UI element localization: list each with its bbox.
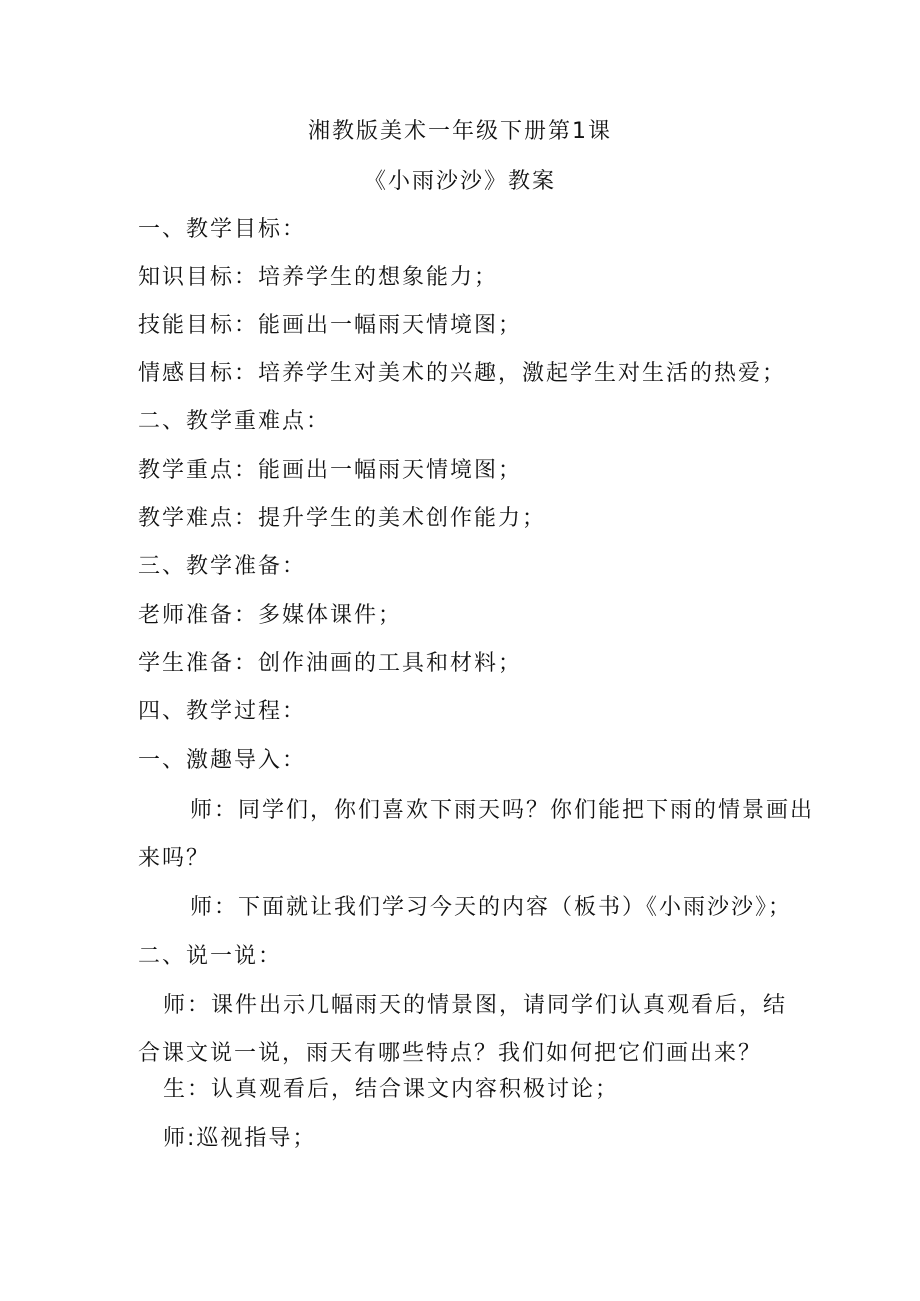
- teacher-prep: 老师准备：多媒体课件；: [138, 603, 403, 628]
- discuss-paragraph-1-line-1: 师：课件出示几幅雨天的情景图，请同学们认真观看后，结: [163, 993, 788, 1018]
- intro-paragraph-1-line-1: 师：同学们，你们喜欢下雨天吗？你们能把下雨的情景画出: [190, 798, 815, 823]
- intro-paragraph-1-line-2: 来吗？: [138, 846, 211, 871]
- preparation-heading: 三、教学准备：: [138, 554, 307, 579]
- intro-paragraph-2: 师：下面就让我们学习今天的内容（板书）《小雨沙沙》；: [190, 895, 793, 920]
- discuss-paragraph-1-line-2: 合课文说一说，雨天有哪些特点？我们如何把它们画出来？: [138, 1041, 763, 1066]
- document-title: 湘教版美术一年级下册第1课: [308, 119, 612, 144]
- knowledge-goal: 知识目标：培养学生的想象能力；: [138, 265, 499, 290]
- discuss-paragraph-3: 师:巡视指导；: [163, 1126, 317, 1151]
- process-heading: 四、教学过程：: [138, 699, 307, 724]
- key-point: 教学重点：能画出一幅雨天情境图；: [138, 458, 523, 483]
- skill-goal: 技能目标：能画出一幅雨天情境图；: [138, 313, 523, 338]
- key-points-heading: 二、教学重难点：: [138, 409, 331, 434]
- discuss-heading: 二、说一说：: [138, 944, 283, 969]
- objectives-heading: 一、教学目标：: [138, 217, 307, 242]
- emotion-goal: 情感目标：培养学生对美术的兴趣，激起学生对生活的热爱；: [138, 361, 787, 386]
- discuss-paragraph-2: 生：认真观看后，结合课文内容积极讨论；: [163, 1077, 620, 1102]
- intro-heading: 一、激趣导入：: [138, 748, 307, 773]
- difficult-point: 教学难点：提升学生的美术创作能力；: [138, 506, 547, 531]
- document-subtitle: 《小雨沙沙》教案: [363, 169, 556, 194]
- student-prep: 学生准备：创作油画的工具和材料；: [138, 651, 523, 676]
